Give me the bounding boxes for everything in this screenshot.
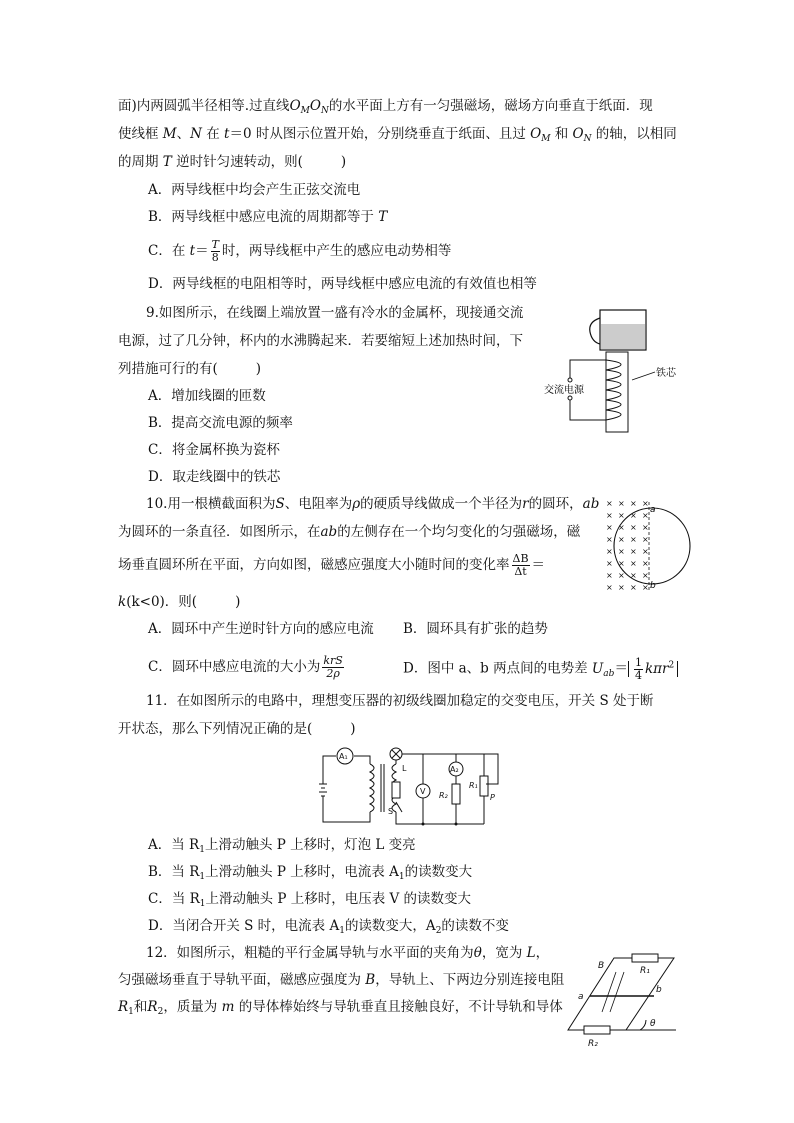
svg-text:×: ×: [642, 583, 649, 592]
q10-option-a: A．圆环中产生逆时针方向的感应电流: [148, 621, 374, 637]
svg-text:×: ×: [618, 547, 625, 556]
q10-option-c: C．圆环中感应电流的大小为 $\frac{\text{krS}}{2\rho}$: [148, 654, 343, 680]
q9-figure: [540, 300, 690, 440]
q11-fig-l: L: [402, 764, 407, 773]
svg-text:×: ×: [606, 571, 613, 580]
svg-text:×: ×: [606, 511, 613, 520]
svg-text:×: ×: [630, 583, 637, 592]
svg-text:×: ×: [618, 499, 625, 508]
q9-stem-line1: 9.如图所示，在线圈上端放置一盛有冷水的金属杯，现接通交流: [146, 305, 524, 321]
q10-option-b: B．圆环具有扩张的趋势: [403, 621, 548, 637]
q11-fig-v: V: [420, 787, 426, 796]
q12-fig-b: b: [656, 985, 662, 995]
svg-text:×: ×: [618, 559, 625, 568]
svg-text:×: ×: [630, 571, 637, 580]
q8-option-c: C．在 t＝ $\frac{T}{8}$ 时，两导线框中产生的感应电动势相等: [148, 238, 452, 264]
svg-text:×: ×: [618, 523, 625, 532]
q8-option-d: D．两导线框的电阻相等时，两导线框中感应电流的有效值也相等: [148, 276, 537, 292]
svg-text:×: ×: [630, 535, 637, 544]
q11-stem-line1: 11．在如图所示的电路中，理想变压器的初级线圈加稳定的交变电压，开关 S 处于断: [146, 693, 654, 709]
q11-fig-a1: A₁: [339, 752, 348, 761]
q8-line3: 的周期 T 逆时针匀速转动，则( ): [118, 154, 347, 170]
svg-text:×: ×: [618, 571, 625, 580]
svg-text:×: ×: [618, 583, 625, 592]
q9-stem-line3: 列措施可行的有( ): [118, 361, 262, 377]
q10-stem-line1: 10.用一根横截面积为S、电阻率为ρ的硬质导线做成一个半径为r的圆环，ab: [146, 496, 600, 512]
q11-option-c: C．当 $R_1$上滑动触头 P 上移时，电压表 V 的读数变大: [148, 891, 472, 909]
q8-option-b: B．两导线框中感应电流的周期都等于 T: [148, 209, 388, 225]
q9-option-a: A．增加线圈的匝数: [148, 388, 266, 404]
q8-line1: 面)内两圆弧半径相等.过直线$O_MO_N$的水平面上方有一匀强磁场，磁场方向垂直于纸面．现: [118, 98, 653, 116]
q9-option-c: C．将金属杯换为瓷杯: [148, 442, 280, 458]
q10-figure: [604, 494, 680, 594]
q12-stem-line3: $R_1$和$R_2$，质量为 m 的导体棒始终与导轨垂直且接触良好，不计导轨和导体: [118, 999, 563, 1017]
q10-fig-a: a: [650, 505, 656, 515]
q12-fig-a: a: [578, 992, 584, 1002]
q12-fig-r2: R₂: [588, 1039, 598, 1049]
q11-option-b: B．当 $R_1$上滑动触头 P 上移时，电流表 $A_1$的读数变大: [148, 864, 473, 882]
svg-text:×: ×: [630, 547, 637, 556]
q9-option-b: B．提高交流电源的频率: [148, 415, 293, 431]
svg-text:×: ×: [630, 523, 637, 532]
q12-stem-line1: 12．如图所示，粗糙的平行金属导轨与水平面的夹角为θ，宽为 L，: [146, 945, 550, 961]
q12-stem-line2: 匀强磁场垂直于导轨平面，磁感应强度为 B，导轨上、下两边分别连接电阻: [118, 972, 565, 988]
svg-text:×: ×: [642, 547, 649, 556]
q11-fig-s: S: [388, 807, 394, 816]
q9-fig-core-label: 铁芯: [656, 368, 676, 379]
q12-fig-r1: R₁: [640, 966, 650, 976]
q10-stem-line3: 场垂直圆环所在平面，方向如图，磁感应强度大小随时间的变化率 $\frac{\Delta B}{\Delta t}$ ＝: [118, 552, 546, 578]
q11-stem-line2: 开状态，那么下列情况正确的是( ): [118, 721, 356, 737]
svg-text:×: ×: [642, 499, 649, 508]
q9-fig-source-label: 交流电源: [544, 385, 584, 396]
q9-option-d: D．取走线圈中的铁芯: [148, 469, 281, 485]
q12-fig-b-label: B: [598, 961, 605, 971]
svg-text:×: ×: [606, 499, 613, 508]
svg-text:×: ×: [618, 511, 625, 520]
svg-text:×: ×: [642, 571, 649, 580]
q11-option-a: A．当 $R_1$上滑动触头 P 上移时，灯泡 L 变亮: [148, 837, 416, 855]
q12-fig-theta: θ: [650, 1019, 656, 1029]
q11-circuit: [318, 744, 508, 830]
q11-option-d: D．当闭合开关 S 时，电流表 $A_1$的读数变大，$A_2$的读数不变: [148, 918, 509, 936]
svg-text:×: ×: [606, 535, 613, 544]
svg-text:×: ×: [606, 547, 613, 556]
svg-text:×: ×: [642, 535, 649, 544]
svg-text:×: ×: [630, 511, 637, 520]
q10-stem-line2: 为圆环的一条直径．如图所示，在ab的左侧存在一个均匀变化的匀强磁场，磁: [118, 524, 581, 540]
svg-text:×: ×: [642, 559, 649, 568]
q10-stem-line4: k(k<0)．则( ): [118, 594, 241, 610]
svg-text:×: ×: [642, 511, 649, 520]
q8-line2: 使线框 M、N 在 t＝0 时从图示位置开始，分别绕垂直于纸面、且过 $O_M$ 和 $O_N$ 的轴，以相同: [118, 126, 677, 144]
svg-text:×: ×: [630, 499, 637, 508]
q10-option-d: D．图中 a、b 两点间的电势差 $U_{ab}=$ $\frac{1}{4}$ kπr$^2$: [403, 655, 678, 684]
q11-fig-r1: R₁: [469, 781, 478, 790]
svg-text:×: ×: [606, 523, 613, 532]
svg-text:×: ×: [630, 559, 637, 568]
q9-stem-line2: 电源，过了几分钟，杯内的水沸腾起来．若要缩短上述加热时间，下: [118, 333, 523, 349]
q11-fig-r2: R₂: [439, 791, 448, 800]
q11-fig-a2: A₂: [450, 765, 459, 774]
q12-figure: [566, 950, 682, 1050]
svg-text:×: ×: [642, 523, 649, 532]
svg-text:×: ×: [606, 583, 613, 592]
q8-option-a: A．两导线框中均会产生正弦交流电: [148, 182, 361, 198]
q10-fig-b: b: [650, 581, 656, 591]
svg-text:×: ×: [618, 535, 625, 544]
q11-fig-p: P: [490, 793, 495, 802]
svg-text:×: ×: [606, 559, 613, 568]
